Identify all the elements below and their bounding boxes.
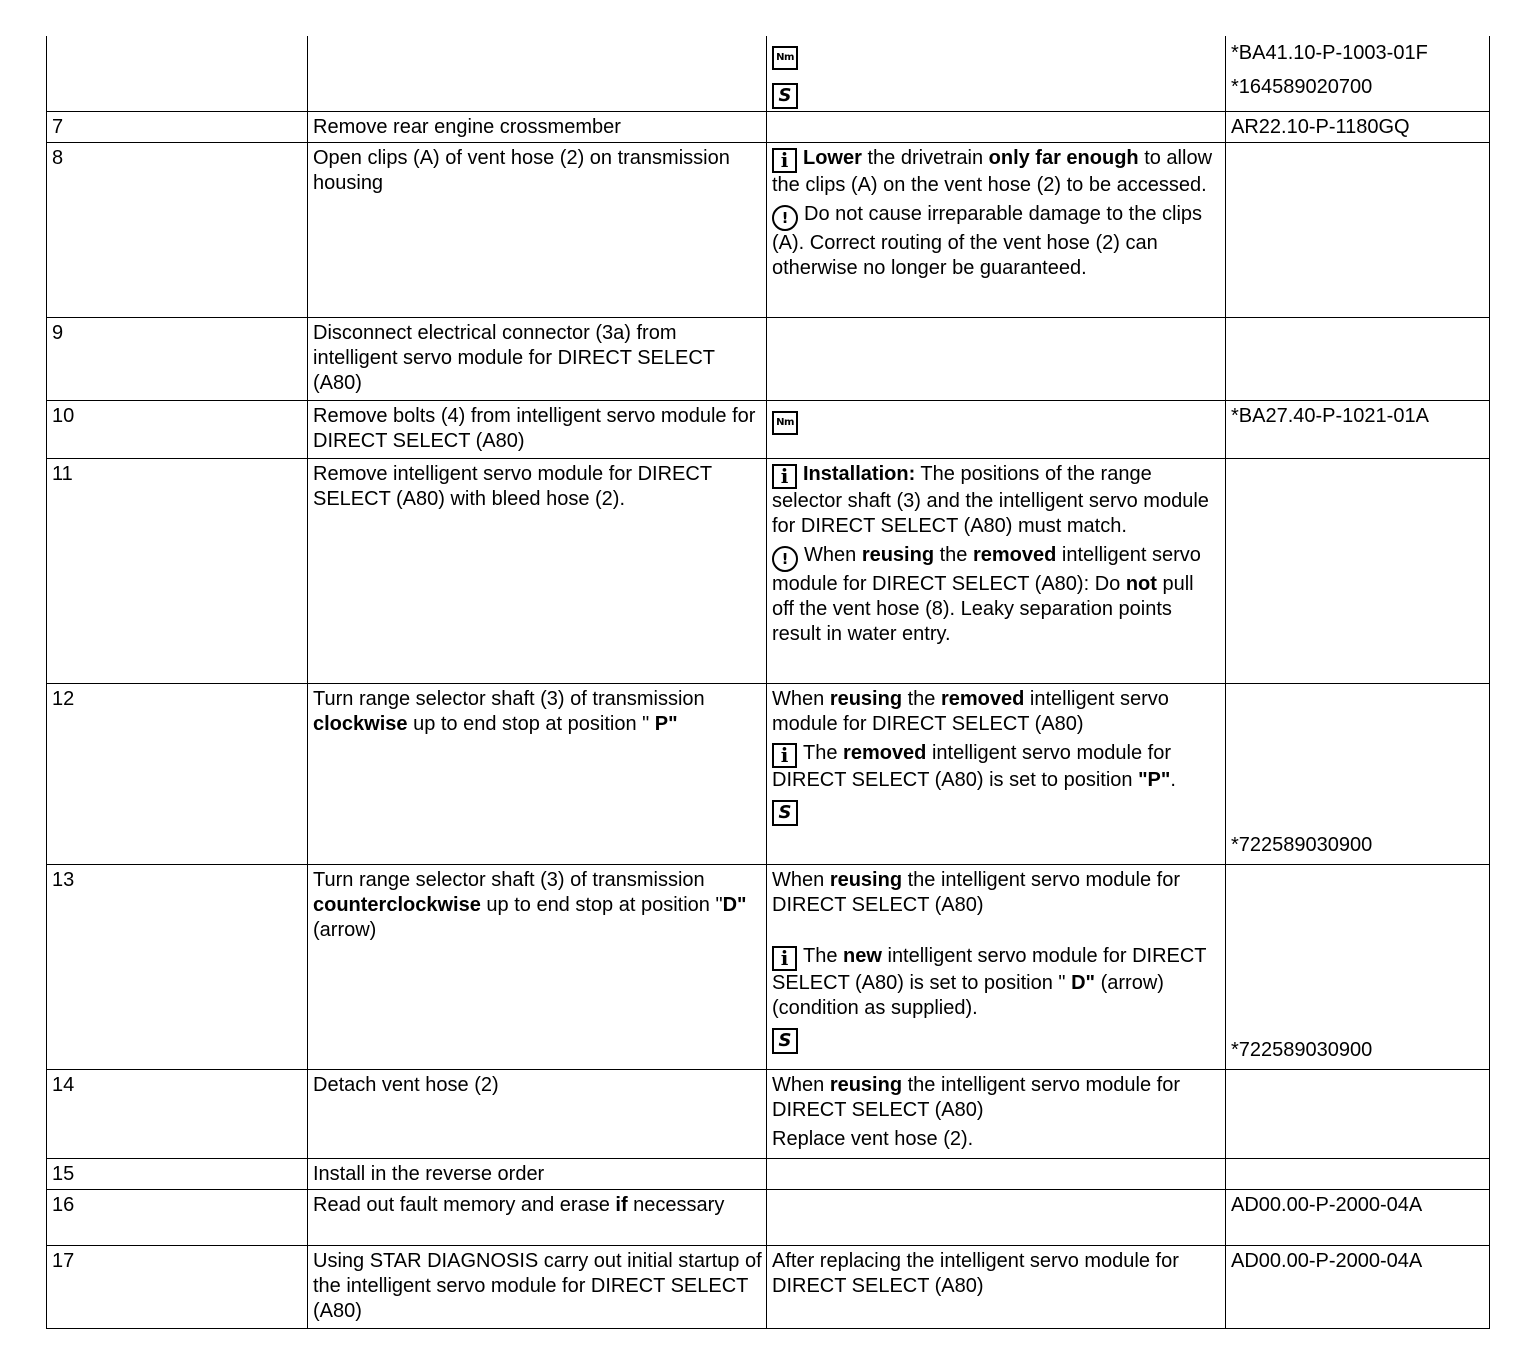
action-cell: Turn range selector shaft (3) of transmission counterclockwise up to end stop at position "D" (arrow) [308, 865, 767, 1070]
reference-cell [1226, 865, 1490, 1070]
tool-reference: *722589030900 [1231, 1039, 1373, 1061]
reference-cell [1226, 36, 1490, 112]
reference-link[interactable]: *BA27.40-P-1021-01A [1231, 405, 1429, 427]
notes-cell [767, 1159, 1226, 1190]
action-cell: Remove rear engine crossmember [308, 112, 767, 143]
step-cell: 11 [47, 459, 308, 684]
caution-icon: ! [772, 205, 798, 231]
info-note: i Installation: The positions of the range selector shaft (3) and the intelligent servo module for DIRECT SELECT (A80) must match. [772, 463, 1209, 537]
notes-cell: After replacing the intelligent servo module for DIRECT SELECT (A80) [767, 1246, 1226, 1329]
procedure-table [46, 36, 1490, 1329]
caution-note: ! When reusing the removed intelligent servo module for DIRECT SELECT (A80): Do not pull off the vent hose (8). Leaky separation points result in water entry. [772, 544, 1201, 645]
notes-cell [767, 112, 1226, 143]
notes-cell [767, 143, 1226, 318]
step-cell [47, 36, 308, 112]
step-cell: 13 [47, 865, 308, 1070]
reference-link[interactable]: AD00.00-P-2000-04A [1231, 1250, 1423, 1272]
info-icon: i [772, 464, 797, 489]
notes-cell [767, 1190, 1226, 1246]
info-note: i The removed intelligent servo module for DIRECT SELECT (A80) is set to position "P". [772, 742, 1176, 791]
step-cell: 10 [47, 401, 308, 459]
torque-nm-icon: Nm [772, 411, 798, 435]
info-icon: i [772, 946, 797, 971]
step-cell: 9 [47, 318, 308, 401]
action-cell: Remove intelligent servo module for DIRECT SELECT (A80) with bleed hose (2). [308, 459, 767, 684]
info-icon: i [772, 148, 797, 173]
reference-link[interactable]: AD00.00-P-2000-04A [1231, 1194, 1423, 1216]
step-cell: 16 [47, 1190, 308, 1246]
reference-cell [1226, 112, 1490, 143]
table-row [47, 1190, 1490, 1246]
caution-icon: ! [772, 546, 798, 572]
torque-nm-icon: Nm [772, 46, 798, 70]
table-row [47, 865, 1490, 1070]
tool-reference: *722589030900 [1231, 834, 1373, 856]
info-note: i The new intelligent servo module for DIRECT SELECT (A80) is set to position " D" (arrow) (condition as supplied). [772, 945, 1207, 1019]
table-row [47, 401, 1490, 459]
reference-cell [1226, 1159, 1490, 1190]
notes-cell: When reusing the removed intelligent servo module for DIRECT SELECT (A80) i The removed intelligent servo module for DIRECT SELECT (A80) is set to position "P". S [767, 684, 1226, 865]
reference-cell [1226, 1246, 1490, 1329]
reference-cell [1226, 401, 1490, 459]
action-cell: Install in the reverse order [308, 1159, 767, 1190]
table-row [47, 684, 1490, 865]
notes-cell [767, 401, 1226, 459]
notes-cell [767, 36, 1226, 112]
action-cell: Remove bolts (4) from intelligent servo module for DIRECT SELECT (A80) [308, 401, 767, 459]
notes-cell [767, 459, 1226, 684]
tool-reference: *164589020700 [1231, 76, 1373, 98]
table-row [47, 112, 1490, 143]
reference-cell [1226, 459, 1490, 684]
step-cell: 15 [47, 1159, 308, 1190]
reference-link[interactable]: AR22.10-P-1180GQ [1231, 116, 1410, 138]
step-cell: 17 [47, 1246, 308, 1329]
table-row [47, 1246, 1490, 1329]
table-row [47, 143, 1490, 318]
table-row [47, 318, 1490, 401]
reference-cell [1226, 1190, 1490, 1246]
notes-cell [767, 318, 1226, 401]
reference-cell [1226, 143, 1490, 318]
caution-note: ! Do not cause irreparable damage to the clips (A). Correct routing of the vent hose (2) can otherwise no longer be guaranteed. [772, 203, 1203, 279]
notes-cell: When reusing the intelligent servo module for DIRECT SELECT (A80) Replace vent hose (2). [767, 1070, 1226, 1159]
info-icon: i [772, 743, 797, 768]
step-cell: 14 [47, 1070, 308, 1159]
action-cell: Read out fault memory and erase if necessary [308, 1190, 767, 1246]
action-cell: Using STAR DIAGNOSIS carry out initial startup of the intelligent servo module for DIRECT SELECT (A80) [308, 1246, 767, 1329]
reference-cell [1226, 318, 1490, 401]
table-row [47, 36, 1490, 112]
table-row [47, 1070, 1490, 1159]
step-cell: 7 [47, 112, 308, 143]
special-tool-icon: S [772, 800, 798, 826]
table-row [47, 1159, 1490, 1190]
table-row [47, 459, 1490, 684]
torque-reference: *BA41.10-P-1003-01F [1231, 42, 1428, 64]
notes-cell: When reusing the intelligent servo module for DIRECT SELECT (A80) i The new intelligent servo module for DIRECT SELECT (A80) is set to position " D" (arrow) (condition as supplied). S [767, 865, 1226, 1070]
action-cell: Detach vent hose (2) [308, 1070, 767, 1159]
action-cell: Open clips (A) of vent hose (2) on transmission housing [308, 143, 767, 318]
info-note: i Lower the drivetrain only far enough to allow the clips (A) on the vent hose (2) to be accessed. [772, 147, 1213, 196]
action-cell: Turn range selector shaft (3) of transmission clockwise up to end stop at position " P" [308, 684, 767, 865]
reference-cell [1226, 684, 1490, 865]
step-cell: 12 [47, 684, 308, 865]
special-tool-icon: S [772, 1028, 798, 1054]
step-cell: 8 [47, 143, 308, 318]
reference-cell [1226, 1070, 1490, 1159]
action-cell: Disconnect electrical connector (3a) from intelligent servo module for DIRECT SELECT (A80) [308, 318, 767, 401]
special-tool-icon: S [772, 83, 798, 109]
action-cell [308, 36, 767, 112]
